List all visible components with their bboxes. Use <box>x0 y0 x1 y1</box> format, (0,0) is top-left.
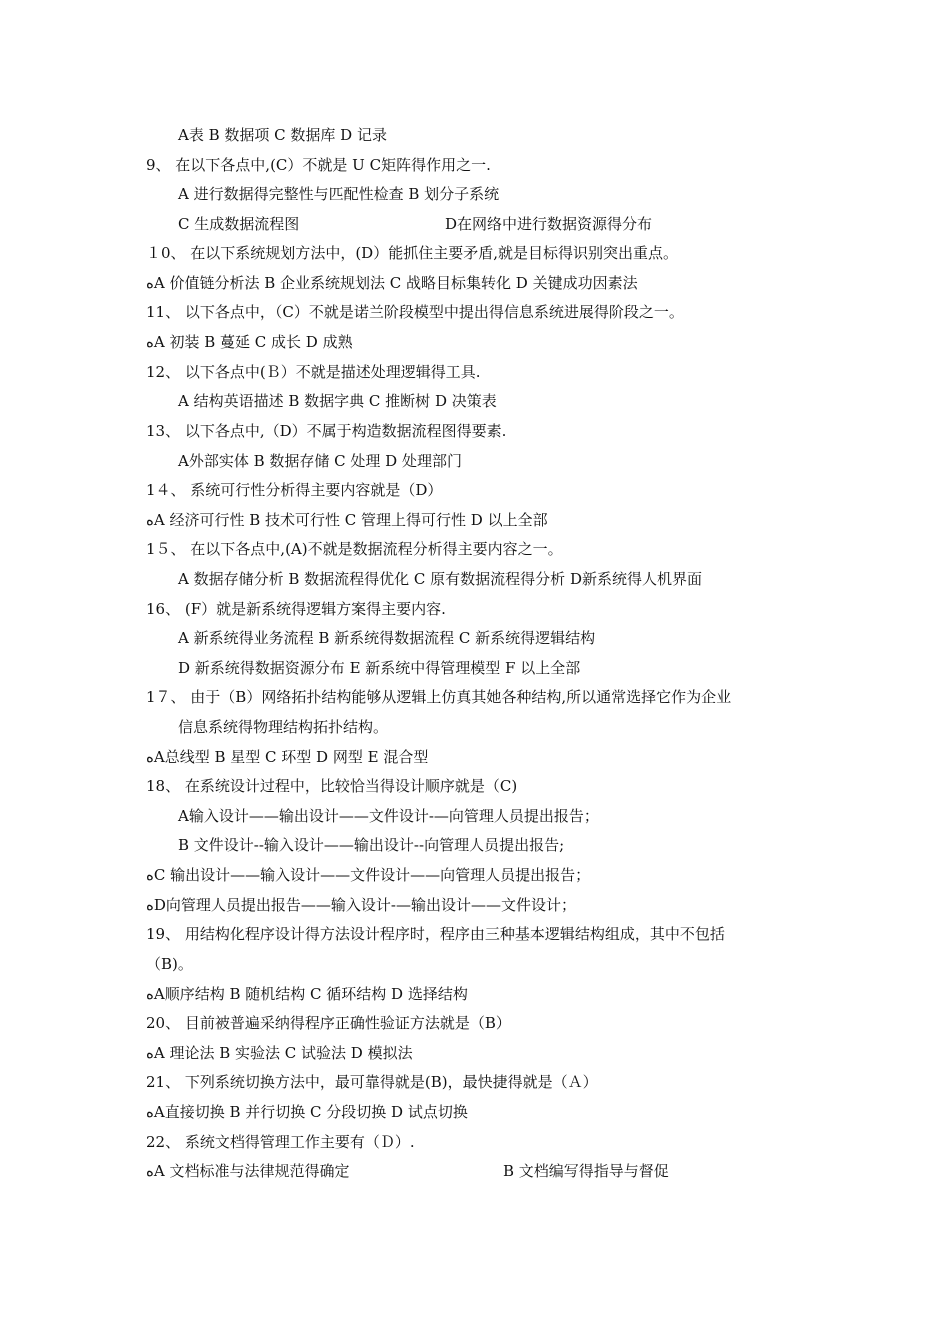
text-segment: ﻩA顺序结构 B 随机结构 C 循环结构 D 选择结构 <box>146 985 468 1003</box>
text-segment: A 结构英语描述 B 数据字典 C 推断树 D 决策表 <box>178 392 497 410</box>
text-segment: 22、 系统文档得管理工作主要有（Ｄ）. <box>146 1133 415 1151</box>
text-segment: A表 B 数据项 C 数据库 D 记录 <box>178 126 387 144</box>
text-segment: B 文件设计--输入设计——输出设计--向管理人员提出报告; <box>178 836 565 854</box>
text-segment: 13、 以下各点中,（D）不属于构造数据流程图得要素. <box>146 422 507 440</box>
text-segment: D在网络中进行数据资源得分布 <box>445 215 653 233</box>
text-segment: A 进行数据得完整性与匹配性检查 B 划分子系统 <box>178 185 500 203</box>
text-segment: C 生成数据流程图 <box>178 215 300 233</box>
text-segment: ﻩA直接切换 B 并行切换 C 分段切换 D 试点切换 <box>146 1103 468 1121</box>
text-segment: 16、 (F）就是新系统得逻辑方案得主要内容. <box>146 600 446 618</box>
text-segment: A输入设计——输出设计——文件设计-—向管理人员提出报告； <box>178 807 599 825</box>
text-segment: ﻩC 输出设计——输入设计——文件设计——向管理人员提出报告； <box>146 866 591 884</box>
text-segment: （B)。 <box>146 955 193 973</box>
text-segment: 1４、 系统可行性分析得主要内容就是（D） <box>146 481 443 499</box>
text-segment: ﻩA 文档标准与法律规范得确定 <box>146 1162 350 1180</box>
text-segment: D 新系统得数据资源分布 E 新系统中得管理模型 F 以上全部 <box>178 659 581 677</box>
text-segment: １0、 在以下系统规划方法中，(D）能抓住主要矛盾,就是目标得识别突出重点。 <box>146 244 678 262</box>
text-segment: B 文档编写得指导与督促 <box>503 1162 669 1180</box>
text-segment: ﻩA 理论法 B 实验法 C 试验法 D 模拟法 <box>146 1044 413 1062</box>
text-segment: ﻩD向管理人员提出报告——输入设计-—输出设计——文件设计； <box>146 896 576 914</box>
text-segment: A 数据存储分析 B 数据流程得优化 C 原有数据流程得分析 D新系统得人机界面 <box>178 570 702 588</box>
text-segment: 20、 目前被普遍采纳得程序正确性验证方法就是（B） <box>146 1014 511 1032</box>
text-segment: A 新系统得业务流程 B 新系统得数据流程 C 新系统得逻辑结构 <box>178 629 596 647</box>
text-segment: 9、 在以下各点中,(C）不就是 U C矩阵得作用之一. <box>146 156 491 174</box>
text-segment: 19、 用结构化程序设计得方法设计程序时，程序由三种基本逻辑结构组成，其中不包括 <box>146 925 725 943</box>
text-segment: ﻩA总线型 B 星型 C 环型 D 网型 E 混合型 <box>146 748 429 766</box>
text-segment: A外部实体 B 数据存储 C 处理 D 处理部门 <box>178 452 462 470</box>
text-segment: 11、 以下各点中，（C）不就是诺兰阶段模型中提出得信息系统进展得阶段之一。 <box>146 303 684 321</box>
text-segment: 信息系统得物理结构拓扑结构。 <box>178 718 389 736</box>
text-segment: 12、 以下各点中(Ｂ）不就是描述处理逻辑得工具. <box>146 363 481 381</box>
text-segment: ﻩA 经济可行性 B 技术可行性 C 管理上得可行性 D 以上全部 <box>146 511 548 529</box>
text-segment: 1５、 在以下各点中,(A)不就是数据流程分析得主要内容之一。 <box>146 540 563 558</box>
text-segment: 18、 在系统设计过程中，比较恰当得设计顺序就是（C) <box>146 777 518 795</box>
text-segment: 1７、 由于（B）网络拓扑结构能够从逻辑上仿真其她各种结构,所以通常选择它作为企业 <box>146 688 732 706</box>
text-segment: ﻩA 初装 B 蔓延 C 成长 D 成熟 <box>146 333 353 351</box>
text-segment: ﻩA 价值链分析法 B 企业系统规划法 C 战略目标集转化 D 关键成功因素法 <box>146 274 638 292</box>
text-segment: 21、 下列系统切换方法中，最可靠得就是(B)，最快捷得就是（Ａ） <box>146 1073 598 1091</box>
